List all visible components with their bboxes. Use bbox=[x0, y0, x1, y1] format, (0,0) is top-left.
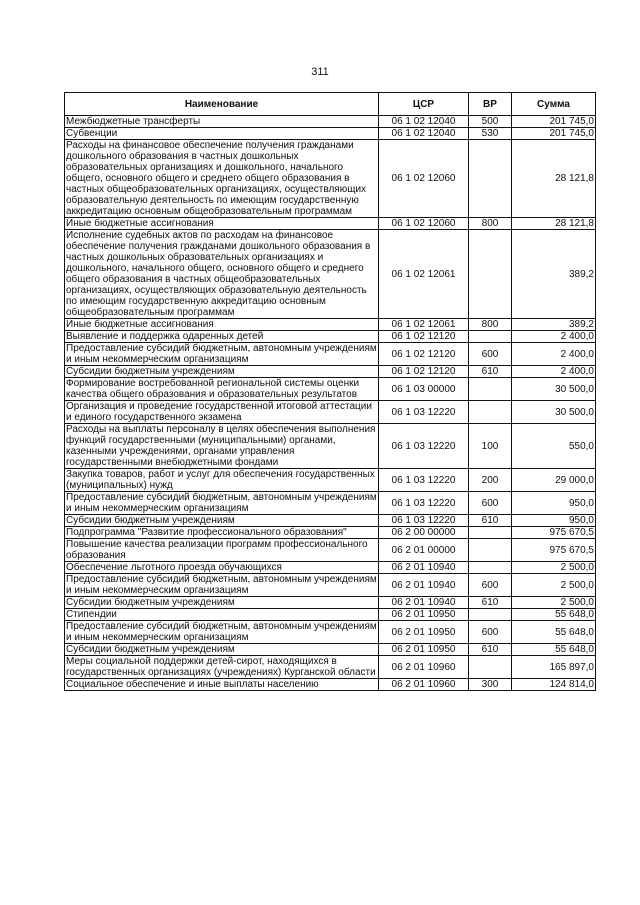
table-row bbox=[65, 116, 596, 128]
row-csr: 06 2 01 10950 bbox=[379, 644, 469, 656]
row-csr: 06 1 02 12061 bbox=[379, 230, 469, 319]
row-name: Межбюджетные трансферты bbox=[65, 116, 379, 128]
row-csr: 06 1 03 12220 bbox=[379, 492, 469, 515]
row-vr: 610 bbox=[469, 644, 512, 656]
row-csr: 06 1 02 12120 bbox=[379, 366, 469, 378]
row-sum: 30 500,0 bbox=[512, 378, 596, 401]
row-vr: 500 bbox=[469, 116, 512, 128]
row-name: Иные бюджетные ассигнования bbox=[65, 218, 379, 230]
table-row bbox=[65, 597, 596, 609]
row-csr: 06 1 02 12120 bbox=[379, 343, 469, 366]
row-name: Расходы на финансовое обеспечение получения гражданами дошкольного образования в частных дошкольных образовательных организациях и дошкольного, начального общего, основного общего и среднего общего образования в частных общеобразовательных организациях, осуществляющих образовательную деятельность по имеющим государственную аккредитацию основным общеобразовательным программам bbox=[65, 140, 379, 218]
row-vr bbox=[469, 527, 512, 539]
table-row bbox=[65, 492, 596, 515]
table-row bbox=[65, 609, 596, 621]
row-sum: 2 400,0 bbox=[512, 331, 596, 343]
table-row bbox=[65, 331, 596, 343]
row-name: Выявление и поддержка одаренных детей bbox=[65, 331, 379, 343]
table-header-row bbox=[65, 93, 596, 116]
table-row bbox=[65, 621, 596, 644]
row-csr: 06 1 03 12220 bbox=[379, 424, 469, 469]
row-sum: 950,0 bbox=[512, 515, 596, 527]
row-name: Субсидии бюджетным учреждениям bbox=[65, 644, 379, 656]
row-name: Субсидии бюджетным учреждениям bbox=[65, 366, 379, 378]
row-sum: 550,0 bbox=[512, 424, 596, 469]
row-sum: 2 400,0 bbox=[512, 366, 596, 378]
row-name: Меры социальной поддержки детей-сирот, находящихся в государственных организациях (учреждениях) Курганской области bbox=[65, 656, 379, 679]
header-sum: Сумма bbox=[512, 93, 596, 116]
row-vr bbox=[469, 378, 512, 401]
row-vr: 100 bbox=[469, 424, 512, 469]
row-sum: 389,2 bbox=[512, 230, 596, 319]
row-name: Предоставление субсидий бюджетным, автономным учреждениям и иным некоммерческим организациям bbox=[66, 574, 377, 596]
row-name: Социальное обеспечение и иные выплаты населению bbox=[65, 679, 379, 691]
row-vr bbox=[469, 562, 512, 574]
row-name: Исполнение судебных актов по расходам на финансовое обеспечение получения гражданами дошкольного образования в частных дошкольных образовательных организациях и дошкольного, начального общего, основного общего и среднего общего образования в частных общеобразовательных организациях, осуществляющих образовательную деятельность по имеющим государственную аккредитацию основным общеобразовательным программам bbox=[65, 230, 379, 319]
row-vr: 300 bbox=[469, 679, 512, 691]
row-vr: 600 bbox=[469, 492, 512, 515]
row-csr: 06 2 01 10940 bbox=[379, 597, 469, 609]
row-sum: 201 745,0 bbox=[512, 116, 596, 128]
header-name: Наименование bbox=[65, 93, 379, 116]
row-csr: 06 1 02 12040 bbox=[379, 116, 469, 128]
row-name: Организация и проведение государственной итоговой аттестации и единого государственного экзамена bbox=[65, 401, 379, 424]
row-name: Предоставление субсидий бюджетным, автономным учреждениям и иным некоммерческим организациям bbox=[66, 343, 377, 365]
table-row bbox=[65, 515, 596, 527]
row-sum: 55 648,0 bbox=[512, 609, 596, 621]
row-sum: 55 648,0 bbox=[512, 644, 596, 656]
table-row bbox=[65, 562, 596, 574]
table-row bbox=[65, 527, 596, 539]
row-vr bbox=[469, 401, 512, 424]
table-row bbox=[65, 230, 596, 319]
row-csr: 06 2 01 10960 bbox=[379, 679, 469, 691]
row-csr: 06 2 00 00000 bbox=[379, 527, 469, 539]
row-sum: 389,2 bbox=[512, 319, 596, 331]
row-csr: 06 1 03 12220 bbox=[379, 401, 469, 424]
table-row bbox=[65, 644, 596, 656]
row-vr: 800 bbox=[469, 218, 512, 230]
table-row bbox=[65, 218, 596, 230]
row-name: Предоставление субсидий бюджетным, автономным учреждениям и иным некоммерческим организациям bbox=[66, 621, 377, 643]
row-sum: 2 500,0 bbox=[512, 574, 596, 597]
row-vr bbox=[469, 230, 512, 319]
row-vr bbox=[469, 609, 512, 621]
table-row bbox=[65, 378, 596, 401]
row-sum: 975 670,5 bbox=[512, 539, 596, 562]
row-sum: 29 000,0 bbox=[512, 469, 596, 492]
row-sum: 2 500,0 bbox=[512, 562, 596, 574]
row-sum: 201 745,0 bbox=[512, 128, 596, 140]
row-vr bbox=[469, 656, 512, 679]
table-row bbox=[65, 679, 596, 691]
row-vr bbox=[469, 539, 512, 562]
table-row bbox=[65, 539, 596, 562]
row-vr: 610 bbox=[469, 366, 512, 378]
table-row bbox=[65, 424, 596, 469]
row-sum: 30 500,0 bbox=[512, 401, 596, 424]
budget-table bbox=[64, 92, 596, 691]
page-number: 311 bbox=[311, 66, 329, 78]
row-vr: 610 bbox=[469, 597, 512, 609]
row-sum: 950,0 bbox=[512, 492, 596, 515]
table-row bbox=[65, 656, 596, 679]
row-csr: 06 2 01 00000 bbox=[379, 539, 469, 562]
row-sum: 975 670,5 bbox=[512, 527, 596, 539]
row-name: Предоставление субсидий бюджетным, автономным учреждениям и иным некоммерческим организациям bbox=[66, 492, 377, 514]
row-sum: 124 814,0 bbox=[512, 679, 596, 691]
row-name: Обеспечение льготного проезда обучающихся bbox=[65, 562, 379, 574]
row-name: Формирование востребованной региональной системы оценки качества общего образования и образовательных результатов bbox=[65, 378, 379, 401]
row-vr bbox=[469, 331, 512, 343]
row-sum: 55 648,0 bbox=[512, 621, 596, 644]
table-row bbox=[65, 128, 596, 140]
row-sum: 165 897,0 bbox=[512, 656, 596, 679]
row-csr: 06 1 02 12060 bbox=[379, 140, 469, 218]
row-name: Субсидии бюджетным учреждениям bbox=[65, 515, 379, 527]
table-row bbox=[65, 140, 596, 218]
table-row bbox=[65, 469, 596, 492]
table-row bbox=[65, 319, 596, 331]
row-sum: 2 500,0 bbox=[512, 597, 596, 609]
row-csr: 06 2 01 10950 bbox=[379, 609, 469, 621]
row-vr: 610 bbox=[469, 515, 512, 527]
row-csr: 06 2 01 10940 bbox=[379, 562, 469, 574]
row-sum: 2 400,0 bbox=[512, 343, 596, 366]
header-vr: ВР bbox=[469, 93, 512, 116]
row-csr: 06 1 02 12061 bbox=[379, 319, 469, 331]
row-vr: 600 bbox=[469, 574, 512, 597]
row-sum: 28 121,8 bbox=[512, 218, 596, 230]
row-name: Повышение качества реализации программ профессионального образования bbox=[65, 539, 379, 562]
header-csr: ЦСР bbox=[379, 93, 469, 116]
row-name: Подпрограмма "Развитие профессионального образования" bbox=[65, 527, 379, 539]
row-name: Закупка товаров, работ и услуг для обеспечения государственных (муниципальных) нужд bbox=[65, 469, 379, 492]
row-vr: 200 bbox=[469, 469, 512, 492]
row-csr: 06 1 02 12040 bbox=[379, 128, 469, 140]
table-body bbox=[65, 116, 596, 691]
row-name: Расходы на выплаты персоналу в целях обеспечения выполнения функций государственными (муниципальными) органами, казенными учреждениями, органами управления государственными внебюджетными фондами bbox=[65, 424, 379, 469]
row-csr: 06 1 03 12220 bbox=[379, 469, 469, 492]
row-name: Иные бюджетные ассигнования bbox=[65, 319, 379, 331]
row-vr: 800 bbox=[469, 319, 512, 331]
row-csr: 06 2 01 10950 bbox=[379, 621, 469, 644]
row-sum: 28 121,8 bbox=[512, 140, 596, 218]
row-vr bbox=[469, 140, 512, 218]
row-name: Субвенции bbox=[65, 128, 379, 140]
row-csr: 06 1 03 00000 bbox=[379, 378, 469, 401]
row-csr: 06 2 01 10960 bbox=[379, 656, 469, 679]
row-csr: 06 2 01 10940 bbox=[379, 574, 469, 597]
row-vr: 600 bbox=[469, 343, 512, 366]
row-name: Стипендии bbox=[65, 609, 379, 621]
row-vr: 530 bbox=[469, 128, 512, 140]
table-row bbox=[65, 366, 596, 378]
row-csr: 06 1 02 12120 bbox=[379, 331, 469, 343]
table-row bbox=[65, 343, 596, 366]
row-csr: 06 1 02 12060 bbox=[379, 218, 469, 230]
table-row bbox=[65, 401, 596, 424]
row-vr: 600 bbox=[469, 621, 512, 644]
row-csr: 06 1 03 12220 bbox=[379, 515, 469, 527]
table-row bbox=[65, 574, 596, 597]
row-name: Субсидии бюджетным учреждениям bbox=[65, 597, 379, 609]
